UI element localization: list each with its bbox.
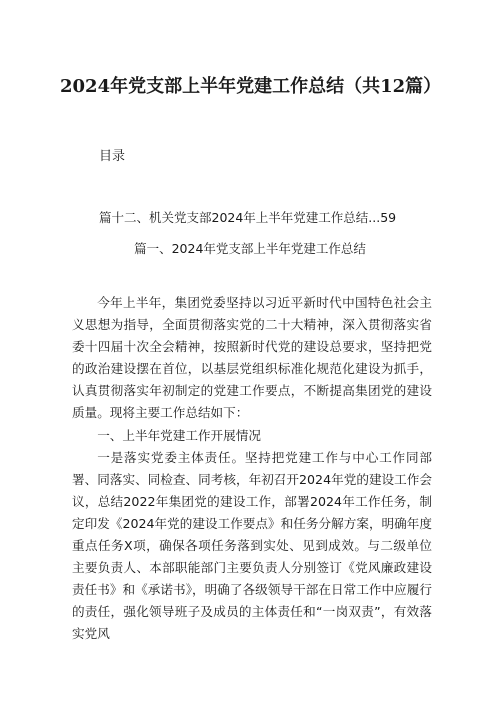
body-text (72, 292, 432, 646)
paragraph-body: 一是落实党委主体责任。坚持把党建工作与中心工作同部署、同落实、同检查、同考核，年初召开2024年党的建设工作会议，总结2022年集团党的建设工作，部署2024年工作任务，制定印发《2024年党的建设工作要点》和任务分解方案，明确年度重点任务X项，确保各项任务落到实处、见到成效。与二级单位主要负责人、本部职能部门主要负责人分别签订《党风廉政建设责任书》和《承诺书》，明确了各级领导干部在日常工作中应履行的责任，强化领导班子及成员的主体责任和“一岗双责”，有效落实党风 (72, 449, 432, 642)
paragraph-heading: 一、上半年党建工作开展情况 (97, 427, 261, 443)
toc-entry[interactable]: 篇十二、机关党支部2024年上半年党建工作总结...59 (99, 210, 397, 225)
toc-heading: 目录 (99, 149, 126, 164)
document-title: 2024年党支部上半年党建工作总结（共12篇） (60, 76, 442, 97)
section-title: 篇一、2024年党支部上半年党建工作总结 (134, 241, 366, 256)
paragraph-intro: 今年上半年，集团党委坚持以习近平新时代中国特色社会主义思想为指导，全面贯彻落实党的二十大精神，深入贯彻落实省委十四届十次全会精神，按照新时代党的建设总要求，坚持把党的政治建设摆在首位，以基层党组织标准化规范化建设为抓手，认真贯彻落实年初制定的党建工作要点，不断提高集团党的建设质量。现将主要工作总结如下： (72, 295, 432, 421)
